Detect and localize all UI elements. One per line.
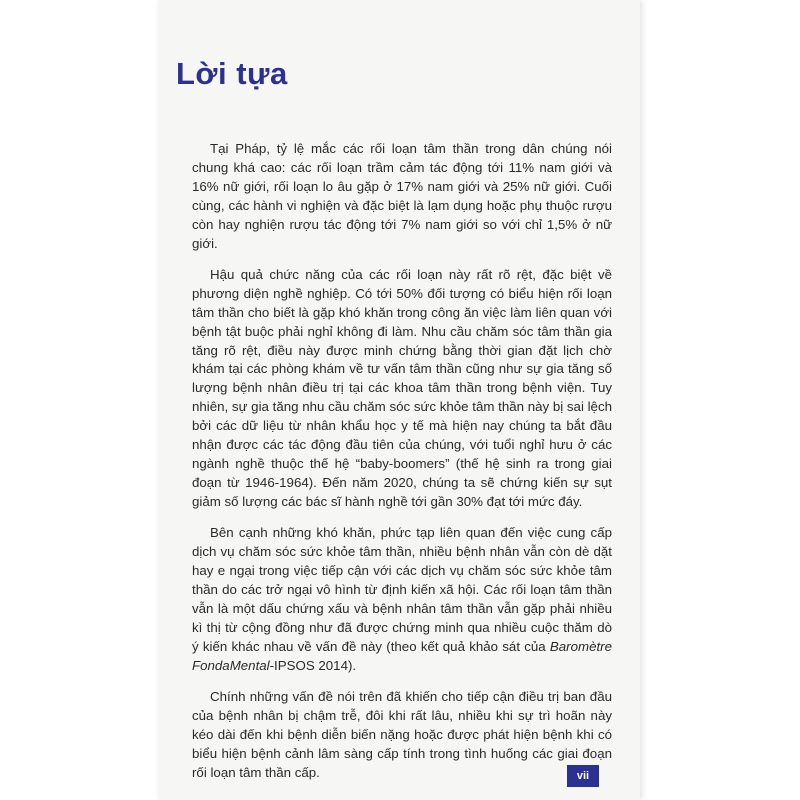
- paragraph-3-end: -IPSOS 2014).: [269, 657, 357, 673]
- paragraph-1: Tại Pháp, tỷ lệ mắc các rối loạn tâm thần trong dân chúng nói chung khá cao: các rối loạn trầm cảm tác động tới 11% nam giới và 16% nữ giới, rối loạn lo âu gặp ở 17% nam giới và 25% nữ giới. Cuối cùng, các hành vi nghiện và đặc biệt là lạm dụng hoặc phụ thuộc rượu còn hay nghiện rượu tác động tới 7% nam giới so với chỉ 1,5% ở nữ giới.: [192, 141, 612, 251]
- survey-name: Baromètre FondaMental: [192, 638, 612, 673]
- paragraph-2: Hậu quả chức năng của các rối loạn này rất rõ rệt, đặc biệt về phương diện nghề nghiệp. Có tới 50% đối tượng có biểu hiện rối loạn tâm thần cho biết là gặp khó khăn trong công ăn việc làm liên quan với bệnh tật buộc phải nghỉ không đi làm. Nhu cầu chăm sóc tâm thần gia tăng rõ rệt, điều này được minh chứng bằng thời gian đặt lịch chờ khám tại các phòng khám về tư vấn tâm thần cũng như sự gia tăng số lượng bệnh nhân điều trị tại các khoa tâm thần trong bệnh viện. Tuy nhiên, sự gia tăng nhu cầu chăm sóc sức khỏe tâm thần này bị sai lệch bởi các dữ liệu từ nhân khẩu học y tế mà hiện nay chúng ta bắt đầu nhận được các tác động đầu tiên của chúng, với tuổi nghỉ hưu ở các ngành nghề thuộc thế hệ “baby-boomers” (thế hệ sinh ra trong giai đoạn từ 1946-1964). Đến năm 2020, chúng ta sẽ chứng kiến sự sụt giảm số lượng các bác sĩ hành nghề tới gần 30% đạt tới mức đáy.: [192, 266, 612, 509]
- page-title: Lời tựa: [176, 56, 288, 91]
- paragraph-3-text: Bên cạnh những khó khăn, phức tạp liên quan đến việc cung cấp dịch vụ chăm sóc sức khỏe tâm thần, nhiều bệnh nhân vẫn còn dè dặt hay e ngại trong việc tiếp cận với các dịch vụ chăm sóc sức khỏe tâm thần do các trở ngại vô hình từ định kiến xã hội. Các rối loạn tâm thần vẫn là một dấu chứng xấu và bệnh nhân tâm thần vẫn gặp phải nhiều kì thị từ cộng đồng như đã được chứng minh qua nhiều cuộc thăm dò ý kiến khác nhau về vấn đề này (theo kết quả khảo sát của: [192, 525, 612, 654]
- paragraph-3: [192, 524, 612, 675]
- page-number: vii: [567, 765, 599, 787]
- body-text: [192, 140, 612, 795]
- paragraph-4: Chính những vấn đề nói trên đã khiến cho tiếp cận điều trị ban đầu của bệnh nhân bị chậm trễ, đôi khi rất lâu, nhiều khi sự trì hoãn này kéo dài đến khi bệnh diễn biến nặng hoặc được phát hiện bệnh khi có biểu hiện bệnh cảnh lâm sàng cấp tính trong tình huống các giai đoạn rối loạn tâm thần cấp.: [192, 688, 612, 780]
